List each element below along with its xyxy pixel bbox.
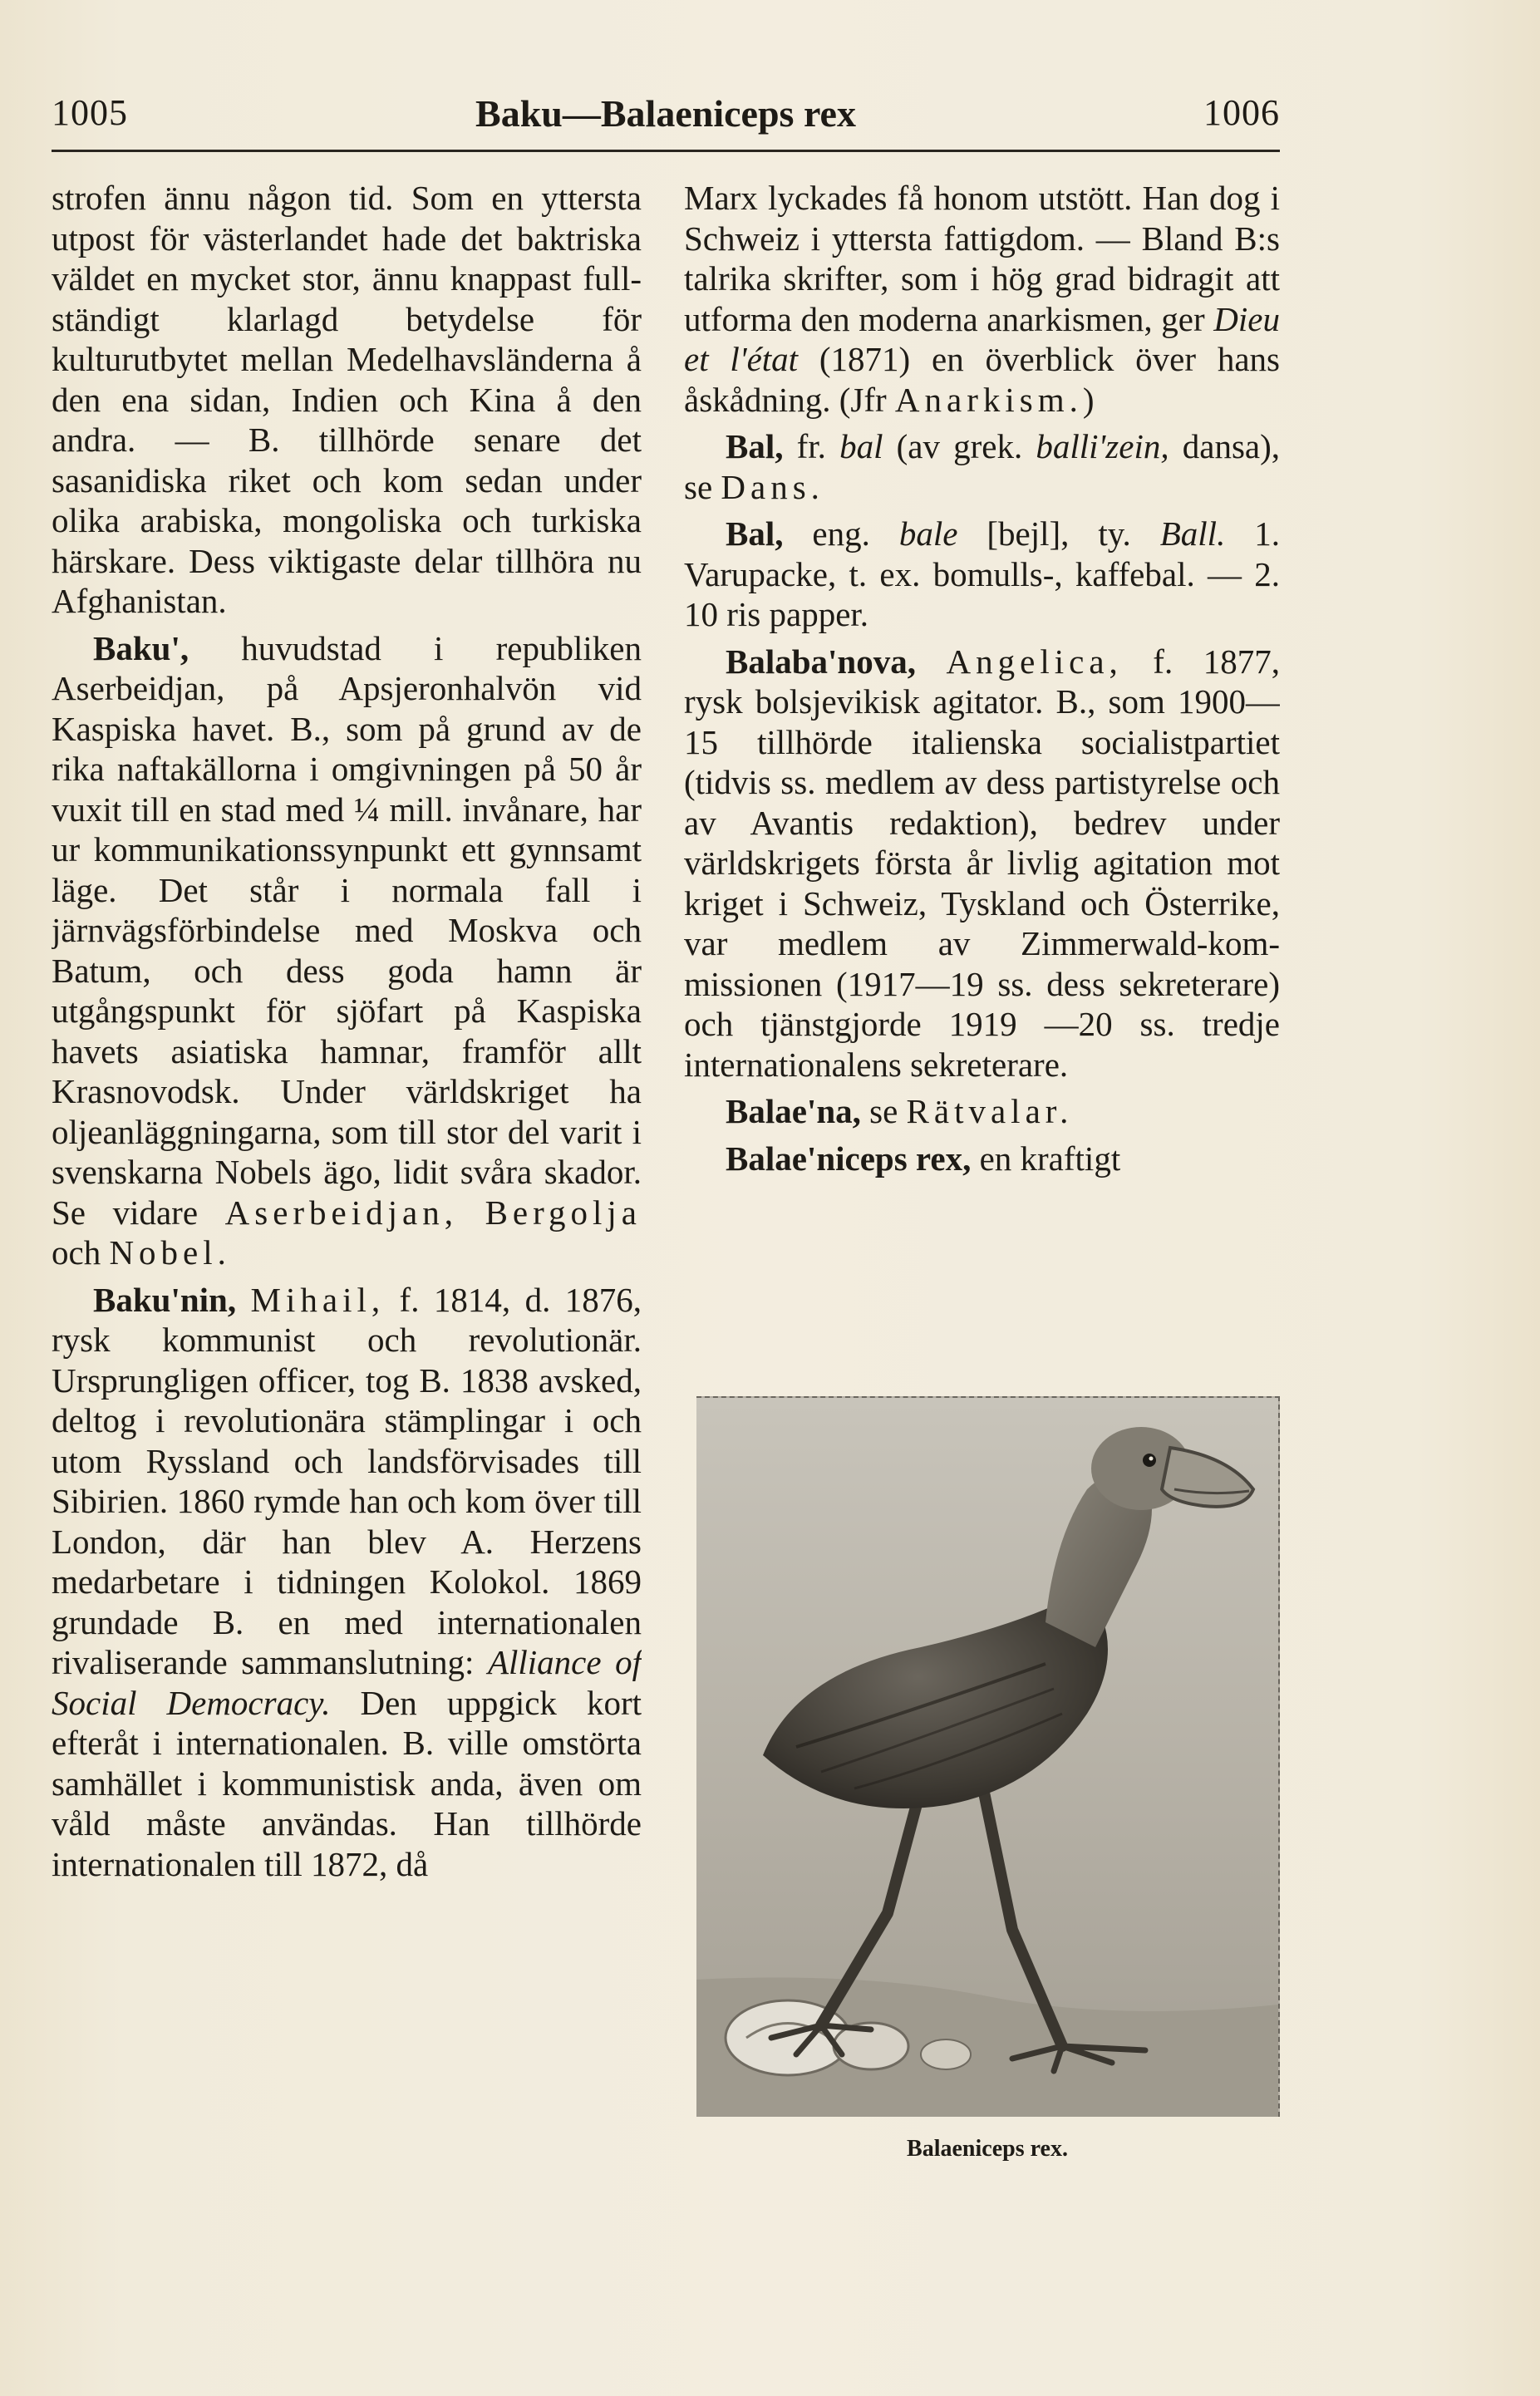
headword-bakunin: Baku'nin, bbox=[93, 1280, 237, 1319]
running-title: Baku—Balaeniceps rex bbox=[475, 92, 856, 135]
balabanova-first-name: Angelica, bbox=[946, 642, 1123, 681]
entry-bal-eng-text-1: eng. bbox=[783, 514, 899, 553]
cross-ref-ratvalar: Rätvalar. bbox=[906, 1092, 1074, 1130]
cross-ref-aserbeidjan: Aserbeidjan, bbox=[224, 1193, 458, 1232]
entry-balaena-text: se bbox=[860, 1092, 907, 1130]
headword-baku: Baku', bbox=[93, 628, 189, 667]
entry-bal-fr-text-2: (av grek. bbox=[883, 427, 1036, 465]
continuation-italic: Dieu et l'état bbox=[684, 299, 1280, 378]
entry-bal-eng-text-3: 1. Varupacke, t. ex. bomulls-, kaffebal. — 2. 10 ris papper. bbox=[684, 514, 1280, 633]
figure-caption: Balaeniceps rex. bbox=[907, 2136, 1068, 2162]
entry-baku bbox=[52, 628, 642, 1273]
left-column bbox=[52, 178, 642, 2206]
continuation-text-1: Marx lyckades få honom utstött. Han dog i Schweiz i yttersta fattigdom. — Bland B:s talrika skrifter, som i hög grad bidragit att utforma den moderna anarkismen, ger bbox=[684, 179, 1280, 338]
baktrien-continuation: strofen ännu någon tid. Som en yttersta utpost för västerlandet hade det baktriska väldet en mycket stor, ännu knappast fullständigt klarlagd betydelse för kulturutbytet mellan Medelhavsländerna å den ena sidan, Indien och Kina å den andra. — B. tillhörde senare det sasanidiska riket och kom sedan under olika arabiska, mongoliska och turkiska härskare. Dess viktigaste delar tillhöra nu Afghanistan. bbox=[52, 179, 642, 620]
entry-balaena bbox=[684, 1091, 1280, 1132]
entry-balabanova-text: f. 1877, rysk bolsjevikisk agitator. B., som 1900—15 tillhörde italienska socialistpartiet (tidvis ss. medlem av dess partistyrelse och av Avantis redaktion), bedrev under världskrigets första år livlig agitation mot kriget i Schweiz, Tyskland och Österrike, var medlem av Zimmerwald-kommissionen (1917—19 ss. dess sekreterare) och tjänstgjorde 1919 —20 ss. tredje internationalens sekreterare. bbox=[684, 642, 1280, 1084]
headword-bal-1: Bal, bbox=[726, 427, 784, 465]
entry-balabanova bbox=[684, 642, 1280, 1085]
page-number-right: 1006 bbox=[1203, 92, 1280, 133]
cross-ref-bergolja: Bergolja bbox=[485, 1193, 642, 1232]
entry-bakunin bbox=[52, 1280, 642, 1885]
entry-balaeniceps-text: en kraftigt bbox=[971, 1139, 1121, 1178]
page-number-left: 1005 bbox=[52, 92, 128, 133]
cross-ref-nobel: Nobel. bbox=[109, 1233, 231, 1272]
entry-baku-och: och bbox=[52, 1233, 110, 1272]
entry-bakunin-text-2: Den uppgick kort efteråt i internationalen. B. ville omstörta samhället i kommunistisk anda, även om våld måste användas. Han tillhörde internationalen till 1872, då bbox=[52, 1683, 642, 1883]
headword-balabanova: Balaba'nova, bbox=[726, 642, 916, 681]
entry-bal-fr-text-1: fr. bbox=[783, 427, 840, 465]
entry-bakunin-italic: Alliance of Social Democracy. bbox=[52, 1643, 642, 1722]
cross-ref-anarkism: Anarkism. bbox=[894, 380, 1083, 419]
cross-ref-dans: Dans. bbox=[721, 467, 824, 506]
entry-bal-eng bbox=[684, 514, 1280, 635]
bakunin-continuation bbox=[684, 178, 1280, 420]
entry-bal-fr-italic-2: balli'zein, bbox=[1036, 427, 1169, 465]
entry-bal-eng-italic-1: bale bbox=[898, 514, 958, 553]
figure-balaeniceps bbox=[696, 1396, 1278, 2177]
entry-bal-eng-italic-2: Ball. bbox=[1159, 514, 1226, 553]
entry-bal-eng-text-2: [bejl], ty. bbox=[957, 514, 1160, 553]
continuation-text-2: (1871) en överblick över hans åskådning. (Jfr bbox=[684, 340, 1280, 419]
bakunin-first-name: Mihail, bbox=[250, 1280, 386, 1319]
shoebill-bird-photo bbox=[696, 1396, 1280, 2117]
headword-bal-2: Bal, bbox=[726, 514, 784, 553]
entry-balaeniceps bbox=[684, 1139, 1280, 1179]
entry-bal-fr bbox=[684, 426, 1280, 507]
page-header bbox=[52, 91, 1280, 152]
entry-baku-text: huvudstad i republiken Aserbeidjan, på Apsjeronhalvön vid Kaspiska havet. B., som på grund av de rika naftakällorna i omgivningen på 50 år vuxit till en stad med ¼ mill. invånare, har ur kommunikationssynpunkt ett gynnsamt läge. Det står i normala fall i järnvägsförbindelse med Moskva och Batum, och dess goda hamn är utgångspunkt för sjöfart på Kaspiska havets asiatiska hamnar, framför allt Krasnovodsk. Under världskriget ha oljeanläggningarna, som till stor del varit i svenskarna Nobels ägo, lidit svåra skador. Se vidare bbox=[52, 628, 642, 1232]
entry-bakunin-text-1: f. 1814, d. 1876, rysk kommunist och revolutionär. Ursprungligen officer, tog B. 1838 avsked, deltog i revolutionära stämplingar i och utom Ryssland och landsförvisades till Sibirien. 1860 rymde han och kom över till London, där han blev A. Herzens medarbetare i tidningen Kolokol. 1869 grundade B. en med internationalen rivaliserande sammanslutning: bbox=[52, 1280, 642, 1681]
entry-bal-fr-text-3: dansa), se bbox=[684, 427, 1280, 506]
entry-bal-fr-italic-1: bal bbox=[839, 427, 883, 465]
headword-balaena: Balae'na, bbox=[726, 1092, 861, 1130]
headword-balaeniceps: Balae'niceps rex, bbox=[726, 1139, 972, 1178]
continuation-text-3: ) bbox=[1082, 380, 1095, 419]
